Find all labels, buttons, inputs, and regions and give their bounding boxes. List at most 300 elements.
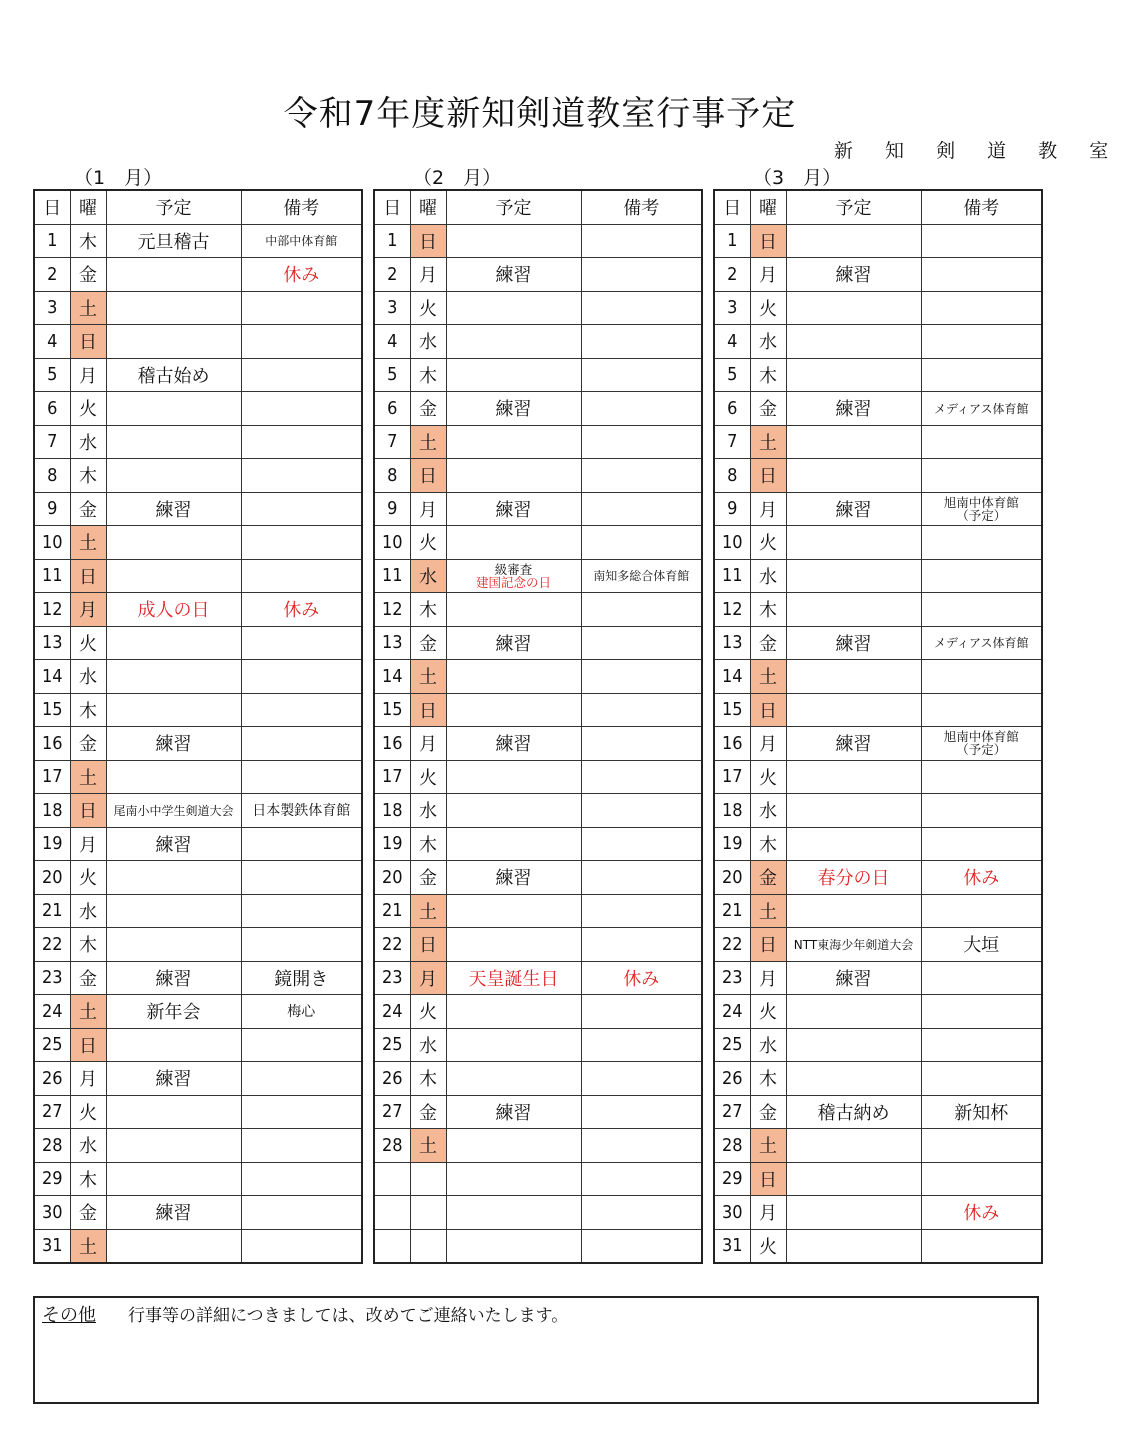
weekday-cell: 水 (750, 559, 786, 593)
event-cell (786, 660, 921, 694)
note-cell (581, 291, 702, 325)
weekday-cell: 日 (750, 1162, 786, 1196)
note-cell (581, 425, 702, 459)
note-line: 旭南中体育館 (943, 494, 1019, 510)
event-cell (786, 693, 921, 727)
table-row (374, 626, 702, 660)
event-cell (446, 928, 581, 962)
table-row (374, 392, 702, 426)
weekday-cell: 日 (750, 693, 786, 727)
weekday-cell: 日 (70, 1028, 106, 1062)
note-cell: 大垣 (921, 928, 1042, 962)
table-row (374, 1196, 702, 1230)
table-row (374, 995, 702, 1029)
header-event: 予定 (106, 190, 241, 224)
note-cell (921, 224, 1042, 258)
day-cell: 20 (374, 861, 410, 895)
note-cell (581, 693, 702, 727)
day-cell: 25 (34, 1028, 70, 1062)
day-cell: 10 (714, 526, 750, 560)
header-day: 日 (34, 190, 70, 224)
day-cell: 28 (34, 1129, 70, 1163)
day-cell: 6 (714, 392, 750, 426)
day-cell: 12 (34, 593, 70, 627)
table-row (34, 325, 362, 359)
table-row (714, 660, 1042, 694)
weekday-cell: 金 (70, 258, 106, 292)
table-row (714, 325, 1042, 359)
table-row (34, 392, 362, 426)
event-cell (786, 224, 921, 258)
note-cell (581, 1062, 702, 1096)
note-cell (921, 894, 1042, 928)
day-cell: 9 (34, 492, 70, 526)
note-cell (921, 827, 1042, 861)
weekday-cell: 土 (750, 1129, 786, 1163)
table-row (34, 291, 362, 325)
event-cell: 練習 (786, 492, 921, 526)
weekday-cell: 日 (750, 459, 786, 493)
weekday-cell: 火 (70, 861, 106, 895)
table-row (34, 928, 362, 962)
note-cell (921, 760, 1042, 794)
event-cell (106, 894, 241, 928)
weekday-cell: 月 (410, 492, 446, 526)
table-row (34, 660, 362, 694)
event-cell (106, 526, 241, 560)
table-row (34, 1129, 362, 1163)
day-cell: 7 (714, 425, 750, 459)
weekday-cell: 水 (70, 425, 106, 459)
table-row (374, 760, 702, 794)
note-cell (241, 861, 362, 895)
weekday-cell (410, 1196, 446, 1230)
table-row (714, 1162, 1042, 1196)
weekday-cell: 火 (750, 526, 786, 560)
note-cell: 休み (921, 861, 1042, 895)
table-row (34, 425, 362, 459)
note-cell (581, 224, 702, 258)
event-cell (446, 1162, 581, 1196)
weekday-cell: 月 (410, 258, 446, 292)
table-row (374, 660, 702, 694)
weekday-cell (410, 1229, 446, 1263)
note-cell (241, 626, 362, 660)
header-day: 日 (374, 190, 410, 224)
note-cell: 休み (581, 961, 702, 995)
note-cell: 梅心 (241, 995, 362, 1029)
note-cell (241, 559, 362, 593)
weekday-cell: 火 (70, 626, 106, 660)
event-cell (106, 258, 241, 292)
note-cell (241, 459, 362, 493)
table-row (714, 1229, 1042, 1263)
note-cell (921, 660, 1042, 694)
day-cell: 3 (714, 291, 750, 325)
weekday-cell: 火 (750, 995, 786, 1029)
notes-box (33, 1296, 1039, 1404)
weekday-cell: 日 (410, 928, 446, 962)
note-cell (241, 1196, 362, 1230)
note-cell: メディアス体育館 (921, 626, 1042, 660)
table-row (714, 693, 1042, 727)
note-cell (241, 358, 362, 392)
weekday-cell: 水 (750, 1028, 786, 1062)
day-cell: 17 (374, 760, 410, 794)
day-cell: 12 (374, 593, 410, 627)
note-cell (921, 291, 1042, 325)
table-row (374, 224, 702, 258)
event-cell (446, 559, 581, 593)
weekday-cell: 木 (410, 827, 446, 861)
calendar-table-feb (373, 189, 703, 1264)
day-cell: 11 (714, 559, 750, 593)
weekday-cell: 土 (410, 1129, 446, 1163)
note-cell (581, 827, 702, 861)
event-cell: 練習 (786, 626, 921, 660)
header-row (374, 190, 702, 224)
note-cell (241, 928, 362, 962)
table-row (374, 358, 702, 392)
day-cell: 27 (34, 1095, 70, 1129)
weekday-cell: 土 (410, 894, 446, 928)
event-cell (106, 392, 241, 426)
event-cell (786, 1229, 921, 1263)
weekday-cell: 土 (70, 526, 106, 560)
table-row (714, 224, 1042, 258)
table-row (374, 1162, 702, 1196)
event-cell (446, 827, 581, 861)
note-cell (921, 693, 1042, 727)
event-cell (106, 291, 241, 325)
day-cell: 29 (34, 1162, 70, 1196)
weekday-cell: 木 (410, 1062, 446, 1096)
event-cell (786, 827, 921, 861)
weekday-cell: 金 (70, 961, 106, 995)
event-cell (786, 526, 921, 560)
day-cell: 27 (714, 1095, 750, 1129)
day-cell: 6 (374, 392, 410, 426)
event-cell: 元旦稽古 (106, 224, 241, 258)
event-cell (786, 1028, 921, 1062)
note-cell (241, 693, 362, 727)
table-row (374, 961, 702, 995)
note-cell (921, 1129, 1042, 1163)
note-cell: 日本製鉄体育館 (241, 794, 362, 828)
event-cell: 稽古納め (786, 1095, 921, 1129)
day-cell: 18 (374, 794, 410, 828)
table-row (374, 1229, 702, 1263)
month-label-mar: （3 月） (753, 167, 842, 189)
event-cell (446, 425, 581, 459)
table-row (714, 492, 1042, 526)
event-cell: 練習 (446, 492, 581, 526)
event-cell (446, 760, 581, 794)
event-cell (786, 593, 921, 627)
event-cell (446, 1229, 581, 1263)
day-cell: 15 (714, 693, 750, 727)
weekday-cell: 水 (750, 794, 786, 828)
event-cell (446, 1129, 581, 1163)
weekday-cell: 木 (750, 593, 786, 627)
weekday-cell: 月 (750, 727, 786, 761)
note-cell (921, 358, 1042, 392)
table-row (34, 693, 362, 727)
note-cell (921, 258, 1042, 292)
event-cell: 練習 (786, 258, 921, 292)
table-row (34, 626, 362, 660)
weekday-cell: 日 (70, 794, 106, 828)
day-cell: 22 (34, 928, 70, 962)
day-cell: 13 (374, 626, 410, 660)
note-cell (241, 1062, 362, 1096)
event-cell: 尾南小中学生剣道大会 (106, 794, 241, 828)
event-cell: 練習 (786, 727, 921, 761)
note-cell (581, 760, 702, 794)
weekday-cell: 火 (750, 1229, 786, 1263)
day-cell: 9 (714, 492, 750, 526)
table-row (714, 995, 1042, 1029)
weekday-cell: 月 (410, 961, 446, 995)
weekday-cell: 金 (750, 392, 786, 426)
table-row (34, 961, 362, 995)
table-row (714, 593, 1042, 627)
note-cell (581, 1095, 702, 1129)
day-cell: 21 (34, 894, 70, 928)
table-row (374, 928, 702, 962)
event-cell (786, 794, 921, 828)
table-row (714, 425, 1042, 459)
event-cell: 練習 (446, 861, 581, 895)
event-cell (106, 1129, 241, 1163)
note-cell: 休み (241, 593, 362, 627)
table-row (374, 526, 702, 560)
day-cell: 10 (34, 526, 70, 560)
event-cell: 練習 (106, 961, 241, 995)
weekday-cell: 日 (410, 693, 446, 727)
note-line: 旭南中体育館 (943, 729, 1019, 745)
table-row (374, 693, 702, 727)
weekday-cell: 金 (410, 626, 446, 660)
weekday-cell: 火 (410, 760, 446, 794)
day-cell: 4 (374, 325, 410, 359)
weekday-cell: 火 (410, 526, 446, 560)
table-row (714, 526, 1042, 560)
weekday-cell: 日 (750, 224, 786, 258)
day-cell: 15 (374, 693, 410, 727)
event-cell (106, 861, 241, 895)
day-cell: 11 (374, 559, 410, 593)
table-row (714, 794, 1042, 828)
header-weekday: 曜 (750, 190, 786, 224)
table-row (714, 1129, 1042, 1163)
weekday-cell: 木 (750, 827, 786, 861)
table-row (714, 894, 1042, 928)
page-title: 令和7年度新知剣道教室行事予定 (283, 94, 797, 134)
note-cell (921, 559, 1042, 593)
table-row (714, 760, 1042, 794)
table-row (34, 894, 362, 928)
note-cell (241, 760, 362, 794)
day-cell: 20 (34, 861, 70, 895)
event-cell (106, 1229, 241, 1263)
note-cell (581, 727, 702, 761)
weekday-cell: 土 (750, 425, 786, 459)
table-row (34, 1095, 362, 1129)
day-cell: 26 (374, 1062, 410, 1096)
note-cell (581, 325, 702, 359)
day-cell: 25 (374, 1028, 410, 1062)
table-row (374, 1095, 702, 1129)
event-cell: 新年会 (106, 995, 241, 1029)
header-note: 備考 (581, 190, 702, 224)
day-cell: 31 (34, 1229, 70, 1263)
event-cell (786, 1162, 921, 1196)
event-cell: 春分の日 (786, 861, 921, 895)
event-cell (786, 325, 921, 359)
day-cell: 28 (374, 1129, 410, 1163)
note-cell (581, 358, 702, 392)
header-day: 日 (714, 190, 750, 224)
note-cell (581, 861, 702, 895)
weekday-cell: 木 (70, 459, 106, 493)
weekday-cell: 月 (750, 492, 786, 526)
day-cell: 21 (374, 894, 410, 928)
table-row (34, 1196, 362, 1230)
table-row (714, 1028, 1042, 1062)
weekday-cell: 水 (70, 660, 106, 694)
table-row (34, 760, 362, 794)
note-cell (581, 392, 702, 426)
day-cell: 20 (714, 861, 750, 895)
weekday-cell: 土 (70, 1229, 106, 1263)
event-cell (786, 559, 921, 593)
weekday-cell: 月 (750, 961, 786, 995)
day-cell: 18 (34, 794, 70, 828)
day-cell: 5 (34, 358, 70, 392)
day-cell: 26 (34, 1062, 70, 1096)
weekday-cell: 火 (70, 392, 106, 426)
header-note: 備考 (241, 190, 362, 224)
day-cell: 24 (374, 995, 410, 1029)
day-cell: 31 (714, 1229, 750, 1263)
note-line-2: （予定） (956, 742, 1007, 758)
header-weekday: 曜 (70, 190, 106, 224)
table-row (714, 827, 1042, 861)
day-cell: 11 (34, 559, 70, 593)
note-cell (581, 1196, 702, 1230)
weekday-cell: 土 (70, 291, 106, 325)
note-cell (241, 1229, 362, 1263)
table-row (34, 995, 362, 1029)
event-cell (106, 1095, 241, 1129)
table-row (714, 961, 1042, 995)
day-cell: 4 (34, 325, 70, 359)
note-cell: メディアス体育館 (921, 392, 1042, 426)
note-cell (581, 660, 702, 694)
day-cell: 27 (374, 1095, 410, 1129)
weekday-cell: 月 (410, 727, 446, 761)
table-row (374, 291, 702, 325)
event-cell (446, 1196, 581, 1230)
weekday-cell: 水 (410, 325, 446, 359)
event-cell (786, 1129, 921, 1163)
table-row (374, 492, 702, 526)
day-cell: 5 (714, 358, 750, 392)
event-cell (446, 358, 581, 392)
event-cell (446, 291, 581, 325)
event-cell (106, 760, 241, 794)
note-cell: 鏡開き (241, 961, 362, 995)
header-row (34, 190, 362, 224)
day-cell: 13 (714, 626, 750, 660)
weekday-cell: 土 (410, 425, 446, 459)
weekday-cell: 金 (70, 492, 106, 526)
event-cell (446, 593, 581, 627)
table-row (714, 1095, 1042, 1129)
day-cell: 28 (714, 1129, 750, 1163)
weekday-cell: 月 (70, 593, 106, 627)
day-cell: 4 (714, 325, 750, 359)
weekday-cell: 土 (750, 894, 786, 928)
day-cell: 15 (34, 693, 70, 727)
weekday-cell: 木 (70, 1162, 106, 1196)
note-cell (581, 1028, 702, 1062)
day-cell: 10 (374, 526, 410, 560)
header-note: 備考 (921, 190, 1042, 224)
note-cell (241, 526, 362, 560)
weekday-cell: 火 (750, 760, 786, 794)
table-row (714, 459, 1042, 493)
weekday-cell: 木 (750, 358, 786, 392)
event-cell (106, 459, 241, 493)
weekday-cell: 土 (70, 995, 106, 1029)
event-cell: 練習 (446, 258, 581, 292)
day-cell: 8 (714, 459, 750, 493)
weekday-cell: 金 (750, 861, 786, 895)
weekday-cell: 日 (750, 928, 786, 962)
day-cell: 18 (714, 794, 750, 828)
event-cell (446, 693, 581, 727)
table-row (714, 358, 1042, 392)
table-row (374, 459, 702, 493)
weekday-cell: 木 (410, 593, 446, 627)
notes-text: 行事等の詳細につきましては、改めてご連絡いたします。 (128, 1306, 569, 1326)
weekday-cell: 金 (410, 1095, 446, 1129)
note-cell (581, 526, 702, 560)
day-cell: 5 (374, 358, 410, 392)
table-row (374, 593, 702, 627)
month-label-feb: （2 月） (413, 167, 502, 189)
table-row (374, 1062, 702, 1096)
day-cell: 16 (374, 727, 410, 761)
note-cell (241, 1095, 362, 1129)
day-cell: 8 (374, 459, 410, 493)
note-cell (921, 593, 1042, 627)
day-cell: 1 (714, 224, 750, 258)
header-row (714, 190, 1042, 224)
table-row (714, 1062, 1042, 1096)
day-cell: 13 (34, 626, 70, 660)
event-cell: 練習 (446, 727, 581, 761)
note-cell: 中部中体育館 (241, 224, 362, 258)
day-cell: 3 (34, 291, 70, 325)
note-cell (241, 1028, 362, 1062)
weekday-cell: 金 (410, 392, 446, 426)
event-cell (106, 693, 241, 727)
notes-label: その他 (42, 1305, 96, 1326)
event-cell (786, 459, 921, 493)
